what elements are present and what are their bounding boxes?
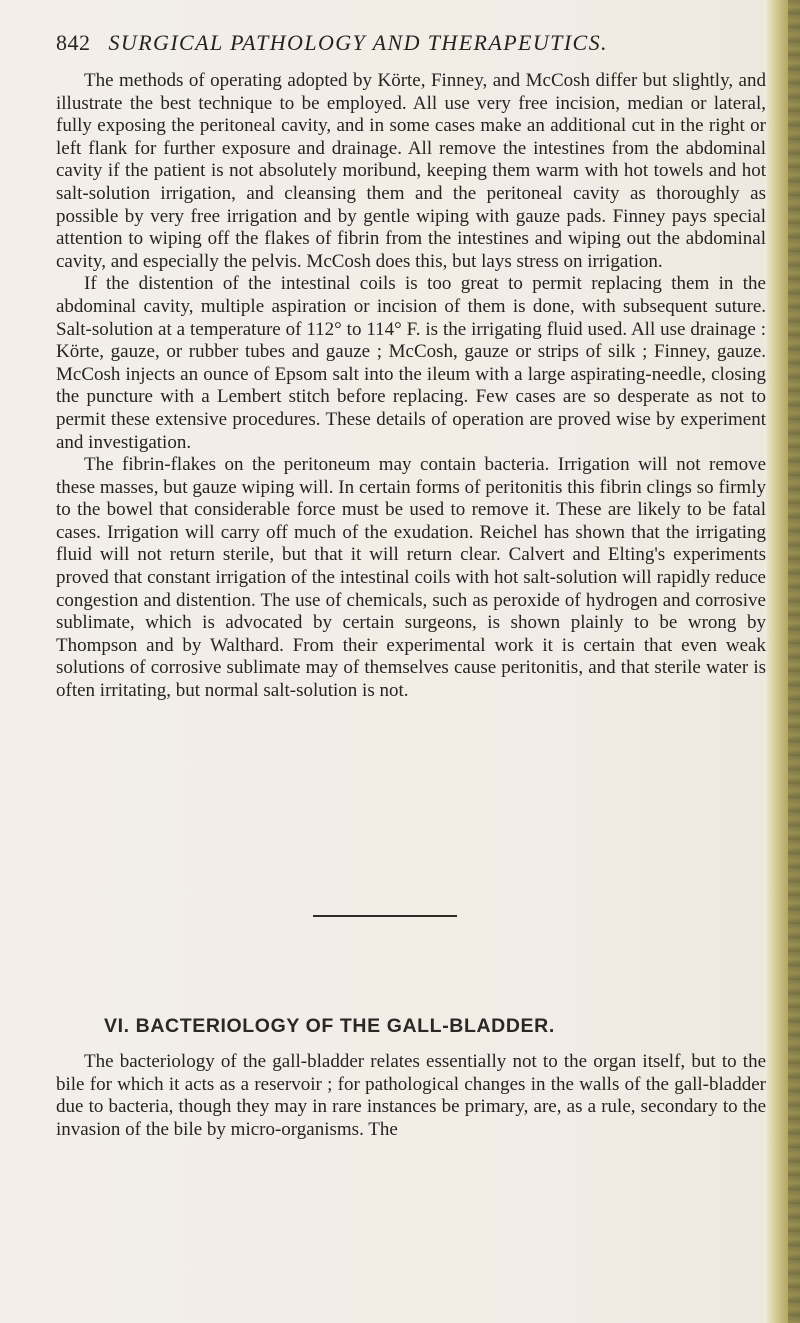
- paragraph: The methods of operating adopted by Körte, Finney, and McCosh differ but slightly, and illustrate the best technique to be employed. All use very free incision, median or lateral, fully exposing the peritoneal cavity, and in some cases make an additional cut in the right or left flank for further exposure and drainage. All remove the intestines from the abdominal cavity if the patient is not absolutely moribund, keeping them warm with hot towels and hot salt-solution irrigation, and cleansing them and the peritoneal cavity as thoroughly as possible by very free irrigation and by gentle wiping with gauze pads. Finney pays special attention to wiping off the flakes of fibrin from the intestines and wiping out the abdominal cavity, and especially the pelvis. McCosh does this, but lays stress on irrigation.: [56, 70, 766, 272]
- paragraph: The fibrin-flakes on the peritoneum may contain bacteria. Irrigation will not remove these masses, but gauze wiping will. In certain forms of peritonitis this fibrin clings so firmly to the bowel that considerable force must be used to remove it. These are likely to be fatal cases. Irrigation will carry off much of the exudation. Reichel has shown that the irrigating fluid will not return sterile, but that it will return clear. Calvert and Elting's experiments proved that constant irrigation of the intestinal coils with hot salt-solution will rapidly reduce congestion and distention. The use of chemicals, such as peroxide of hydrogen and corrosive sublimate, which is advocated by certain surgeons, is shown plainly to be wrong by Thompson and by Walthard. From their experimental work it is certain that even weak solutions of corrosive sublimate may of themselves cause peritonitis, and that sterile water is often irritating, but normal salt-solution is not.: [56, 454, 766, 702]
- paragraph: The bacteriology of the gall-bladder relates essentially not to the organ itself, but to the bile for which it acts as a reservoir ; for pathological changes in the walls of the gall-bladder due to bacteria, though they may in rare instances be primary, are, as a rule, secondary to the invasion of the bile by micro-organisms. The: [56, 1051, 766, 1140]
- section-divider: [313, 915, 457, 917]
- section-body-text: [56, 1051, 766, 1141]
- page-number: 842: [56, 30, 91, 55]
- paragraph: If the distention of the intestinal coils is too great to permit replacing them in the abdominal cavity, multiple aspiration or incision of them is done, with subsequent suture. Salt-solution at a temperature of 112° to 114° F. is the irrigating fluid used. All use drainage : Körte, gauze, or rubber tubes and gauze ; McCosh, gauze or strips of silk ; Finney, gauze. McCosh injects an ounce of Epsom salt into the ileum with a large aspirating-needle, closing the puncture with a Lembert stitch before replacing. Few cases are so desperate as not to permit these extensive procedures. These details of operation are proved wise by experiment and investigation.: [56, 273, 766, 453]
- running-title: SURGICAL PATHOLOGY AND THERAPEUTICS.: [108, 30, 608, 55]
- page-edge-shadow: [788, 0, 800, 1323]
- section-heading: VI. BACTERIOLOGY OF THE GALL-BLADDER.: [104, 1015, 555, 1037]
- running-header: [56, 30, 696, 62]
- body-text: [56, 70, 766, 703]
